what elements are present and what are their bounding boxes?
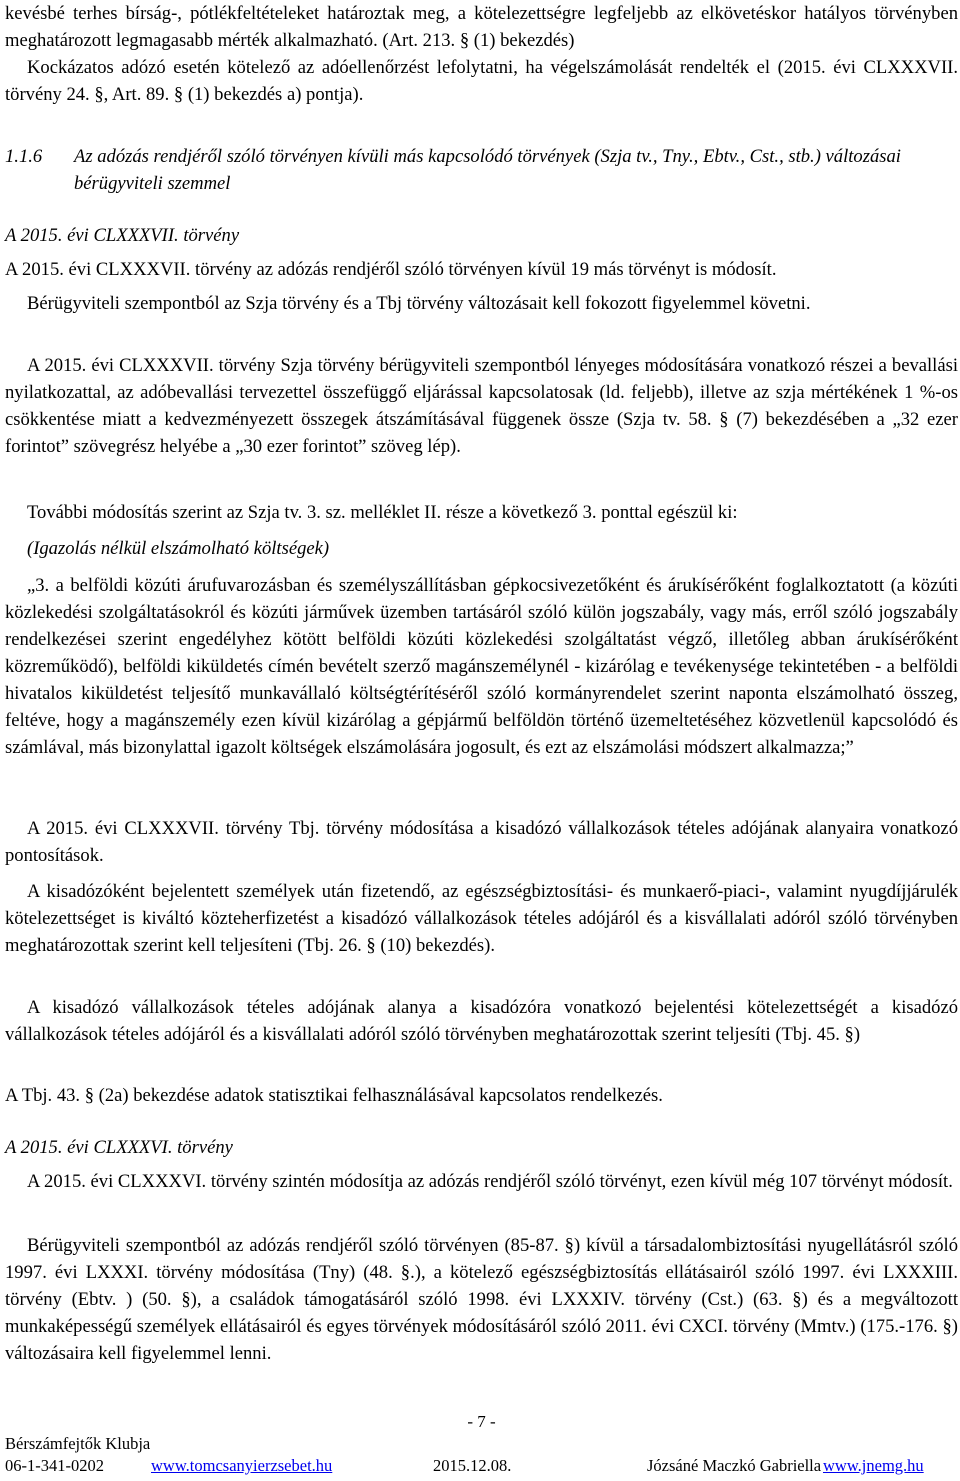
- paragraph-berugyviteli-85: Bérügyviteli szempontból az adózás rendjéről szóló törvényen (85-87. §) kívül a társadalombiztosítási nyugellátásról szóló 1997. évi LXXXI. törvény módosítása (Tny) (48. §.), a kötelező egészségbiztosítás ellátásairól szóló 1997. évi LXXXIII. törvény (Ebtv. ) (50. §), a családok támogatásáról szóló 1998. évi LXXXIV. törvény (Cst.) (63. §) és a megváltozott munkaképességű személyek ellátásairól és egyes törvények módosításáról szóló 2011. évi CXCI. törvény (Mmtv.) (175.-176. §) változásaira kell figyelemmel lenni.: [5, 1235, 958, 1364]
- footer-link-tomcsanyi[interactable]: www.tomcsanyierzsebet.hu: [151, 1456, 333, 1475]
- paragraph-clxxxvii-19: A 2015. évi CLXXXVII. törvény az adózás rendjéről szóló törvényen kívül 19 más törvényt is módosít.: [5, 259, 777, 280]
- paragraph-kisadozo-alanya: A kisadózó vállalkozások tételes adójának alanya a kisadózóra vonatkozó bejelentési kötelezettségét a kisadózó vállalkozások tételes adójáról és a kisvállalati adóról szóló törvényben meghatározottak szerint teljesíti (Tbj. 45. §): [5, 997, 958, 1045]
- section-number: 1.1.6: [5, 146, 43, 167]
- paragraph-tbj: A 2015. évi CLXXXVII. törvény Tbj. törvény módosítása a kisadózó vállalkozások tételes adójának alanyaira vonatkozó pontosítások.: [5, 818, 958, 866]
- page-number: - 7 -: [467, 1412, 496, 1431]
- footer-org: Bérszámfejtők Klubja: [5, 1434, 151, 1453]
- subheading-clxxxvii: A 2015. évi CLXXXVII. törvény: [5, 225, 240, 246]
- paragraph-tbj-43: A Tbj. 43. § (2a) bekezdése adatok statisztikai felhasználásával kapcsolatos rendelkezés.: [5, 1085, 663, 1106]
- paragraph-clxxxvi-107: A 2015. évi CLXXXVI. törvény szintén módosítja az adózás rendjéről szóló törvényt, ezen kívül még 107 törvényt módosít.: [27, 1171, 953, 1192]
- paragraph-berugyviteli-szja: Bérügyviteli szempontból az Szja törvény és a Tbj törvény változásait kell fokozott figyelemmel követni.: [27, 293, 811, 314]
- paragraph-tovabbi: További módosítás szerint az Szja tv. 3. sz. melléklet II. része a következő 3. ponttal egészül ki:: [27, 502, 738, 523]
- subheading-clxxxvi: A 2015. évi CLXXXVI. törvény: [5, 1137, 233, 1158]
- footer-author: Józsáné Maczkó Gabriella: [647, 1456, 822, 1475]
- section-title: Az adózás rendjéről szóló törvényen kívüli más kapcsolódó törvények (Szja tv., Tny., Ebtv., Cst., stb.) változásai bérügyviteli szemmel: [74, 146, 901, 194]
- paragraph-szja-modositas: A 2015. évi CLXXXVII. törvény Szja törvény bérügyviteli szempontból lényeges módosítására vonatkozó részei a bevallási nyilatkozattal, az adóbevallási tervezettel összefüggő eljárással kapcsolatosak (ld. feljebb), illetve az szja mértékének 1 %-os csökkentése miatt a kedvezményezett összegek átszámításával függenek össze (Szja tv. 58. § (7) bekezdésében a „32 ezer forintot” szövegrész helyébe a „30 ezer forintot” szöveg lép).: [5, 355, 958, 457]
- paragraph-igazolas: (Igazolás nélkül elszámolható költségek): [27, 538, 330, 559]
- footer-date: 2015.12.08.: [433, 1456, 512, 1475]
- footer-phone: 06-1-341-0202: [5, 1456, 104, 1475]
- paragraph-kockazatos: Kockázatos adózó esetén kötelező az adóellenőrzést lefolytatni, ha végelszámolását rendelték el (2015. évi CLXXXVII. törvény 24. §, Art. 89. § (1) bekezdés a) pontja).: [5, 57, 958, 105]
- paragraph-kisadozokent: A kisadózóként bejelentett személyek után fizetendő, az egészségbiztosítási- és munkaerő-piaci-, valamint nyugdíjjárulék kötelezettséget is kiváltó közteherfizetést a kisadózó vállalkozások tételes adójáról és a kisvállalati adóról szóló törvényben meghatározottak szerint kell teljesíteni (Tbj. 26. § (10) bekezdés).: [5, 881, 958, 956]
- footer-link-jnemg[interactable]: www.jnemg.hu: [823, 1456, 924, 1475]
- paragraph-intro: kevésbé terhes bírság-, pótlékfeltételeket határoztak meg, a kötelezettségre legfeljebb az elkövetéskor hatályos törvényben meghatározott legmagasabb mérték alkalmazható. (Art. 213. § (1) bekezdés): [5, 3, 958, 51]
- paragraph-harmas-pont: „3. a belföldi közúti árufuvarozásban és személyszállításban gépkocsivezetőként és árukísérőként foglalkoztatott (a közúti közlekedési szolgáltatásokról és közúti járművek üzemben tartásáról szóló külön jogszabály, vagy más, erről szóló jogszabály rendelkezései szerint engedélyhez kötött belföldi közúti közlekedési szolgáltatást végző, illetőleg abban árukísérőként közreműködő), belföldi kiküldetés címén bevételt szerző magánszemélynél - kizárólag e tevékenysége tekintetében - a belföldi hivatalos kiküldetést teljesítő munkavállaló költségtérítéséről szóló kormányrendelet szerint naponta elszámolható összeg, feltéve, hogy a magánszemély ezen kívül kizárólag a gépjármű belföldön történő üzemeltetéséhez közvetlenül kapcsolódó és számlával, más bizonylattal igazolt költségek elszámolására jogosult, és ezt az elszámolási módszert alkalmazza;”: [5, 575, 958, 758]
